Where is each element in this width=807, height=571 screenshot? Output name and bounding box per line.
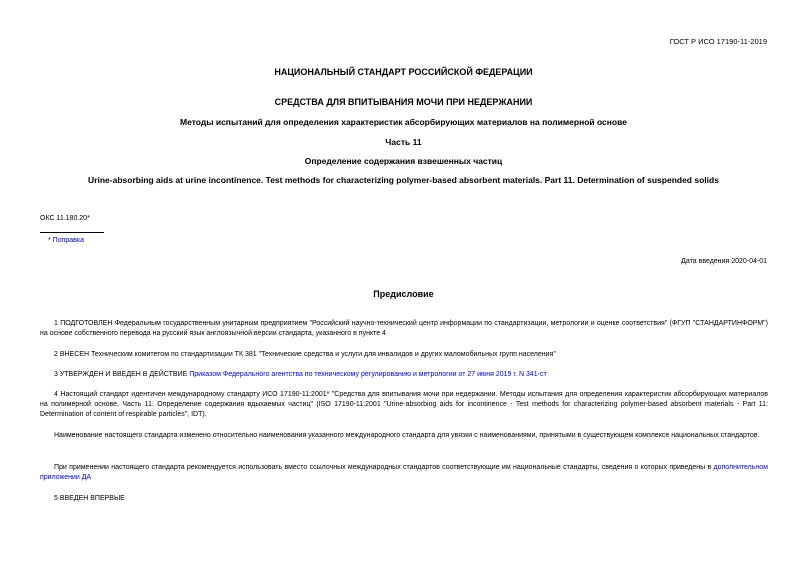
appendix-da-link[interactable]: дополнительном приложении ДА [40, 464, 768, 481]
preface-paragraph-5: Наименование настоящего стандарта изменено относительно наименования указанного международного стандарта для увязки с наименованиями, принятыми в существующем комплексе национальных стандартов. [54, 432, 760, 439]
footnote-divider [40, 232, 104, 233]
preface-heading: Предисловие [373, 289, 434, 299]
standard-code: ГОСТ Р ИСО 17190-11-2019 [669, 37, 767, 46]
introduction-date: Дата введения 2020-04-01 [681, 258, 767, 265]
national-standard-heading: НАЦИОНАЛЬНЫЙ СТАНДАРТ РОССИЙСКОЙ ФЕДЕРАЦИИ [274, 67, 533, 77]
document-title: СРЕДСТВА ДЛЯ ВПИТЫВАНИЯ МОЧИ ПРИ НЕДЕРЖАНИИ [274, 97, 533, 107]
amendment-note [48, 237, 84, 244]
amendment-link[interactable]: Поправка [52, 237, 85, 244]
preface-paragraph-2: 2 ВНЕСЕН Техническим комитетом по стандартизации ТК 381 "Технические средства и услуги для инвалидов и других маломобильных групп населения" [54, 351, 556, 358]
preface-paragraph-3 [40, 370, 768, 380]
approval-order-link[interactable]: Приказом Федерального агентства по техническому регулированию и метрологии от 27 июня 2019 г. N 341-ст [189, 371, 547, 378]
preface-paragraph-1: 1 ПОДГОТОВЛЕН Федеральным государственным унитарным предприятием "Российский научно-технический центр информации по стандартизации, метрологии и оценке соответствия" (ФГУП "СТАНДАРТИНФОРМ") на основе собственного перевода на русский язык англоязычной версии стандарта, указанного в пункте 4 [40, 320, 768, 337]
preface-paragraph-6-text: При применении настоящего стандарта рекомендуется использовать вместо ссылочных международных стандартов соответствующие им национальные стандарты, сведения о которых приведены в [54, 464, 714, 471]
preface-paragraph-7: 5 ВВЕДЕН ВПЕРВЫЕ [54, 495, 125, 502]
preface-paragraph-4: 4 Настоящий стандарт идентичен международному стандарту ИСО 17190-11:2001* "Средства для впитывания мочи при недержании. Методы испытания для определения характеристик абсорбирующих материалов на полимерной основе. Часть 11. Определение содержания вдыхаемых частиц" (ISO 17190-11:2001 "Urine-absorbing aids for incontinence - Test methods for characterizing polymer-based absorbent materials - Part 11: Determination of content of respirable particles", IDT). [40, 391, 768, 418]
preface-paragraph-6 [40, 463, 768, 483]
part-title: Определение содержания взвешенных частиц [304, 156, 503, 166]
preface-paragraph-3-text: 3 УТВЕРЖДЕН И ВВЕДЕН В ДЕЙСТВИЕ [54, 371, 190, 378]
amendment-star: * [48, 237, 53, 244]
part-number: Часть 11 [385, 137, 422, 147]
document-subtitle: Методы испытаний для определения характеристик абсорбирующих материалов на полимерной основе [180, 117, 627, 127]
oks-code: ОКС 11.180.20* [40, 215, 90, 222]
english-title: Urine-absorbing aids at urine incontinence. Test methods for characterizing polymer-based absorbent materials. Part 11. Determination of suspended solids [88, 175, 719, 185]
